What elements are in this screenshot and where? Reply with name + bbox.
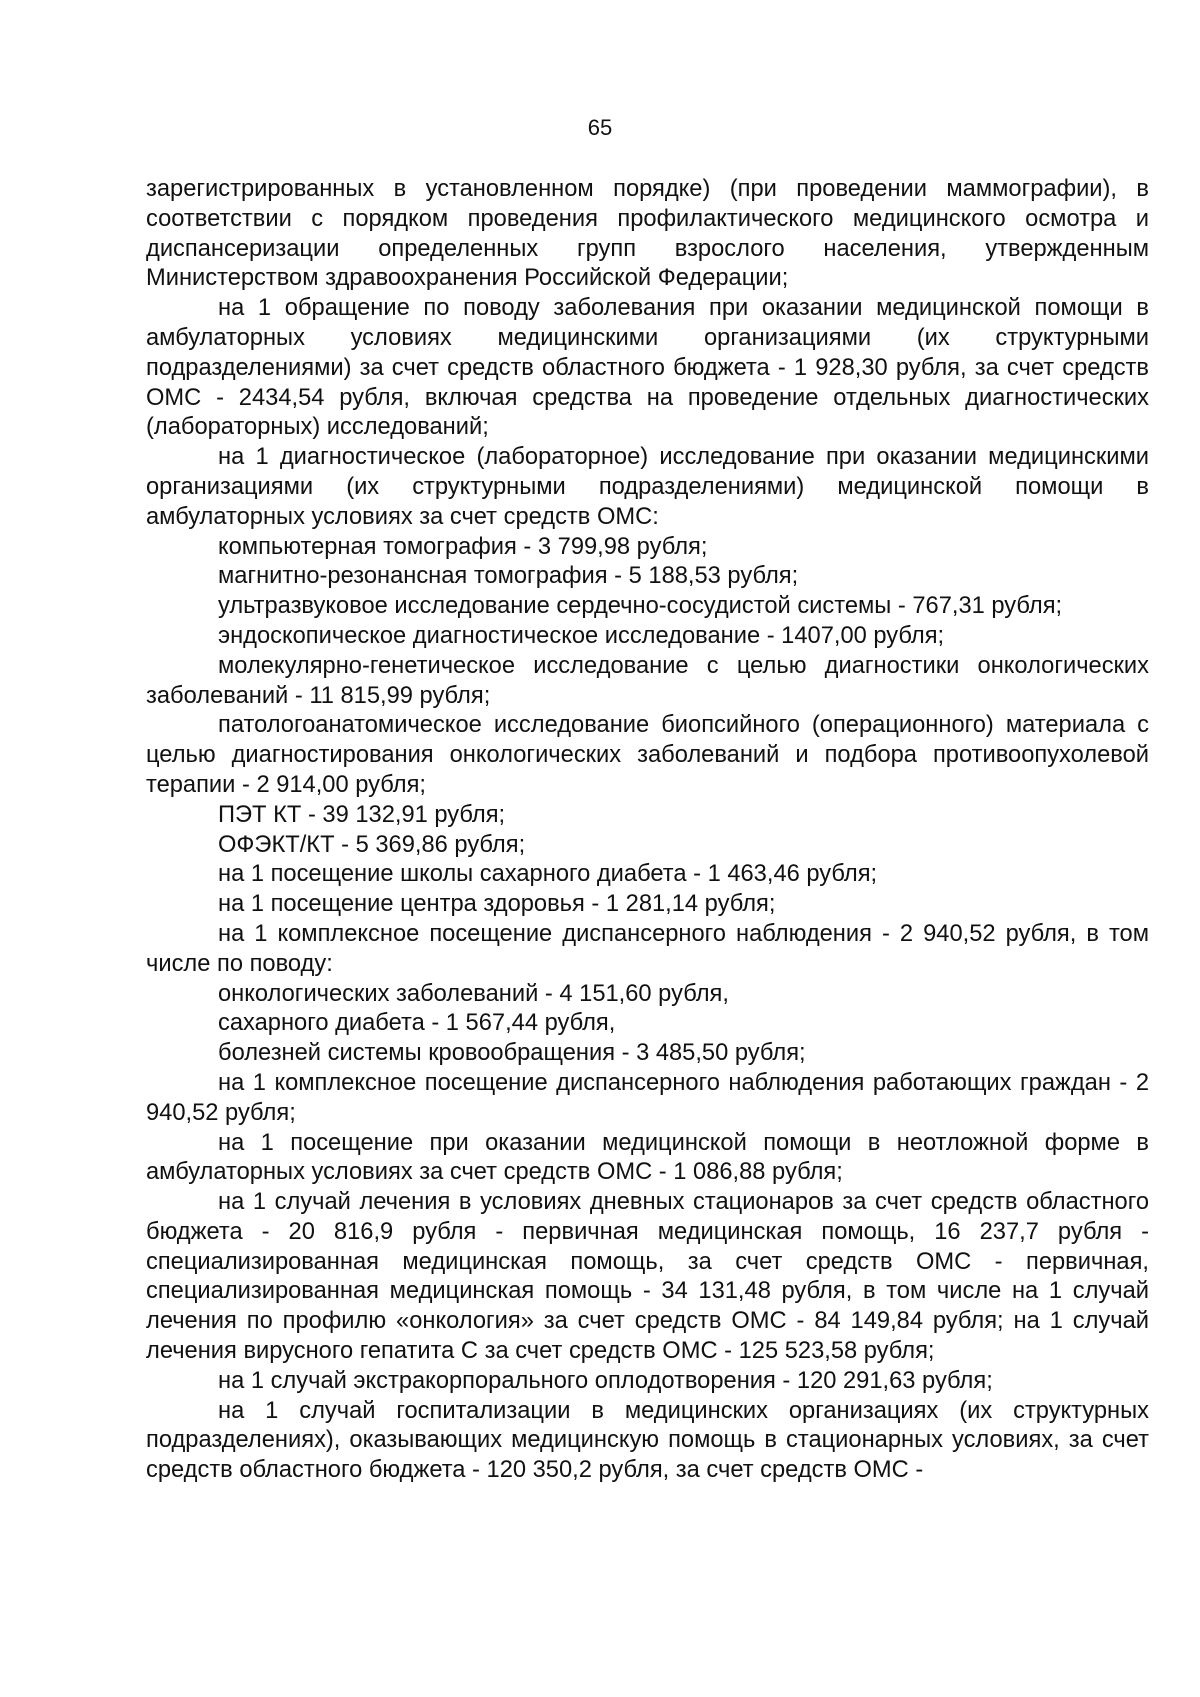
paragraph: онкологических заболеваний - 4 151,60 рубля, (218, 980, 729, 1007)
paragraph: сахарного диабета - 1 567,44 рубля, (218, 1010, 616, 1037)
paragraph: болезней системы кровообращения - 3 485,50 рубля; (218, 1040, 806, 1067)
paragraph: на 1 обращение по поводу заболевания при оказании медицинской помощи в амбулаторных условиях медицинскими организациями (их структурными подразделениями) за счет средств областного бюджета - 1 928,30 рубля, за счет средств ОМС - 2434,54 рубля, включая средства на проведение отдельных диагностических (лабораторных) исследований; (146, 295, 1149, 441)
paragraph: на 1 комплексное посещение диспансерного наблюдения работающих граждан - 2 940,52 рубля; (146, 1069, 1149, 1126)
paragraph: компьютерная томография - 3 799,98 рубля; (218, 533, 708, 560)
paragraph: ультразвуковое исследование сердечно-сосудистой системы - 767,31 рубля; (218, 593, 1063, 620)
paragraph: на 1 комплексное посещение диспансерного наблюдения - 2 940,52 рубля, в том числе по поводу: (146, 920, 1149, 977)
page-number: 65 (587, 115, 613, 140)
paragraph: молекулярно-генетическое исследование с целью диагностики онкологических заболеваний - 11 815,99 рубля; (146, 652, 1149, 709)
document-body (146, 175, 1149, 1486)
paragraph: на 1 случай лечения в условиях дневных стационаров за счет средств областного бюджета - 20 816,9 рубля - первичная медицинская помощь, 16 237,7 рубля - специализированная медицинская помощь, за счет средств ОМС - первичная, специализированная медицинская помощь - 34 131,48 рубля, в том числе на 1 случай лечения по профилю «онкология» за счет средств ОМС - 84 149,84 рубля; на 1 случай лечения вирусного гепатита С за счет средств ОМС - 125 523,58 рубля; (146, 1189, 1149, 1365)
paragraph: ПЭТ КТ - 39 132,91 рубля; (218, 801, 506, 828)
paragraph: магнитно-резонансная томография - 5 188,53 рубля; (218, 563, 799, 590)
paragraph: на 1 случай госпитализации в медицинских организациях (их структурных подразделениях), оказывающих медицинскую помощь в стационарных условиях, за счет средств областного бюджета - 120 350,2 рубля, за счет средств ОМС - (146, 1397, 1149, 1484)
paragraph: эндоскопическое диагностическое исследование - 1407,00 рубля; (218, 622, 945, 649)
paragraph: на 1 посещение при оказании медицинской помощи в неотложной форме в амбулаторных условиях за счет средств ОМС - 1 086,88 рубля; (146, 1129, 1149, 1186)
paragraph: на 1 посещение школы сахарного диабета - 1 463,46 рубля; (218, 861, 878, 888)
paragraph: ОФЭКТ/КТ - 5 369,86 рубля; (218, 831, 526, 858)
paragraph: зарегистрированных в установленном порядке) (при проведении маммографии), в соответствии с порядком проведения профилактического медицинского осмотра и диспансеризации определенных групп взрослого населения, утвержденным Министерством здравоохранения Российской Федерации; (146, 176, 1149, 292)
paragraph: на 1 посещение центра здоровья - 1 281,14 рубля; (218, 891, 776, 918)
paragraph: на 1 случай экстракорпорального оплодотворения - 120 291,63 рубля; (218, 1367, 993, 1394)
paragraph: патологоанатомическое исследование биопсийного (операционного) материала с целью диагностирования онкологических заболеваний и подбора противоопухолевой терапии - 2 914,00 рубля; (146, 712, 1149, 798)
paragraph: на 1 диагностическое (лабораторное) исследование при оказании медицинскими организациями (их структурными подразделениями) медицинской помощи в амбулаторных условиях за счет средств ОМС: (146, 444, 1149, 530)
